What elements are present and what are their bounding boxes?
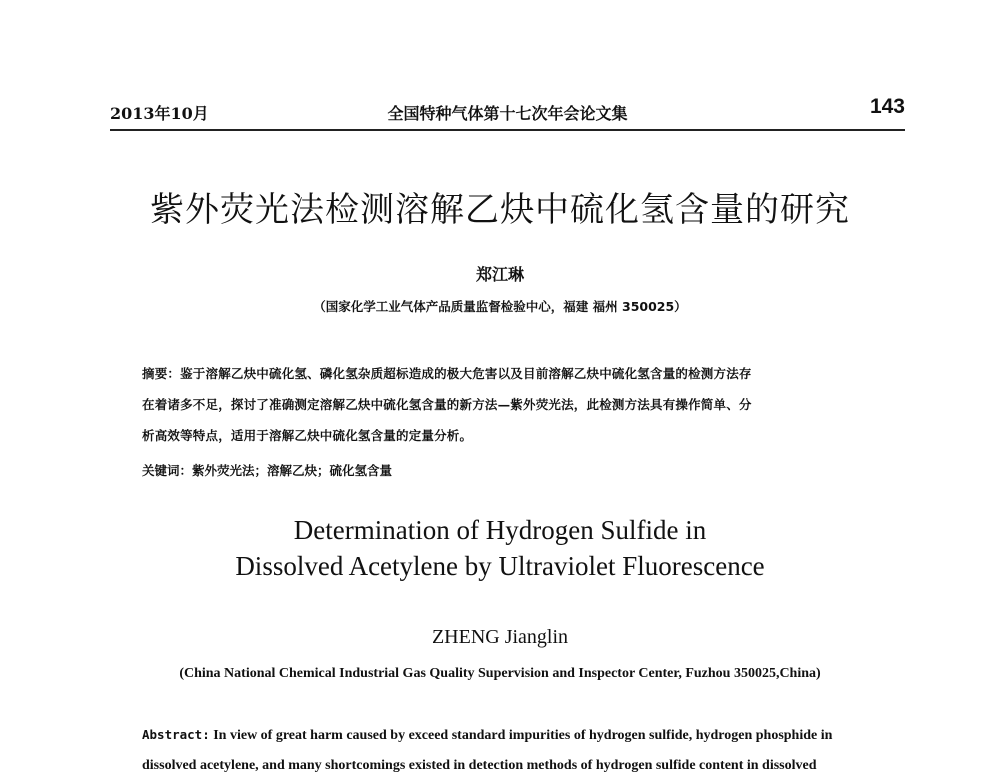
english-title xyxy=(0,512,1000,584)
chinese-abstract-line: 析高效等特点，适用于溶解乙炔中硫化氢含量的定量分析。 xyxy=(142,428,473,443)
english-abstract-line: dissolved acetylene, and many shortcomings existed in detection methods of hydrogen sulfide content in dissolved xyxy=(142,758,817,773)
chinese-title: 紫外荧光法检测溶解乙炔中硫化氢含量的研究 xyxy=(150,190,850,230)
english-title-line-2: Dissolved Acetylene by Ultraviolet Fluorescence xyxy=(235,551,765,581)
running-header xyxy=(110,95,905,131)
english-abstract xyxy=(142,720,882,781)
chinese-author: 郑江琳 xyxy=(475,265,524,284)
chinese-affiliation: （国家化学工业气体产品质量监督检验中心，福建 福州 350025） xyxy=(313,299,687,314)
english-author: ZHENG Jianglin xyxy=(431,626,569,648)
english-abstract-line xyxy=(142,720,882,751)
chinese-abstract-line: 在着诸多不足，探讨了准确测定溶解乙炔中硫化氢含量的新方法—紫外荧光法，此检测方法具有操作简单、分 xyxy=(142,397,752,412)
english-abstract-text: In view of great harm caused by exceed standard impurities of hydrogen sulfide, hydrogen phosphide in xyxy=(209,728,833,743)
english-affiliation: (China National Chemical Industrial Gas Quality Supervision and Inspector Center, Fuzhou 350025,China) xyxy=(179,666,821,681)
header-journal-title: 全国特种气体第十七次年会论文集 xyxy=(387,104,628,123)
chinese-abstract-line: 摘要：鉴于溶解乙炔中硫化氢、磷化氢杂质超标造成的极大危害以及目前溶解乙炔中硫化氢含量的检测方法存 xyxy=(142,366,752,381)
chinese-abstract xyxy=(142,358,882,451)
abstract-label: Abstract: xyxy=(142,727,210,742)
page-number: 143 xyxy=(869,95,905,118)
english-title-line-1: Determination of Hydrogen Sulfide in xyxy=(293,515,707,545)
header-date: 2013年10月 xyxy=(110,104,209,123)
chinese-keywords: 关键词：紫外荧光法；溶解乙炔；硫化氢含量 xyxy=(142,463,393,478)
